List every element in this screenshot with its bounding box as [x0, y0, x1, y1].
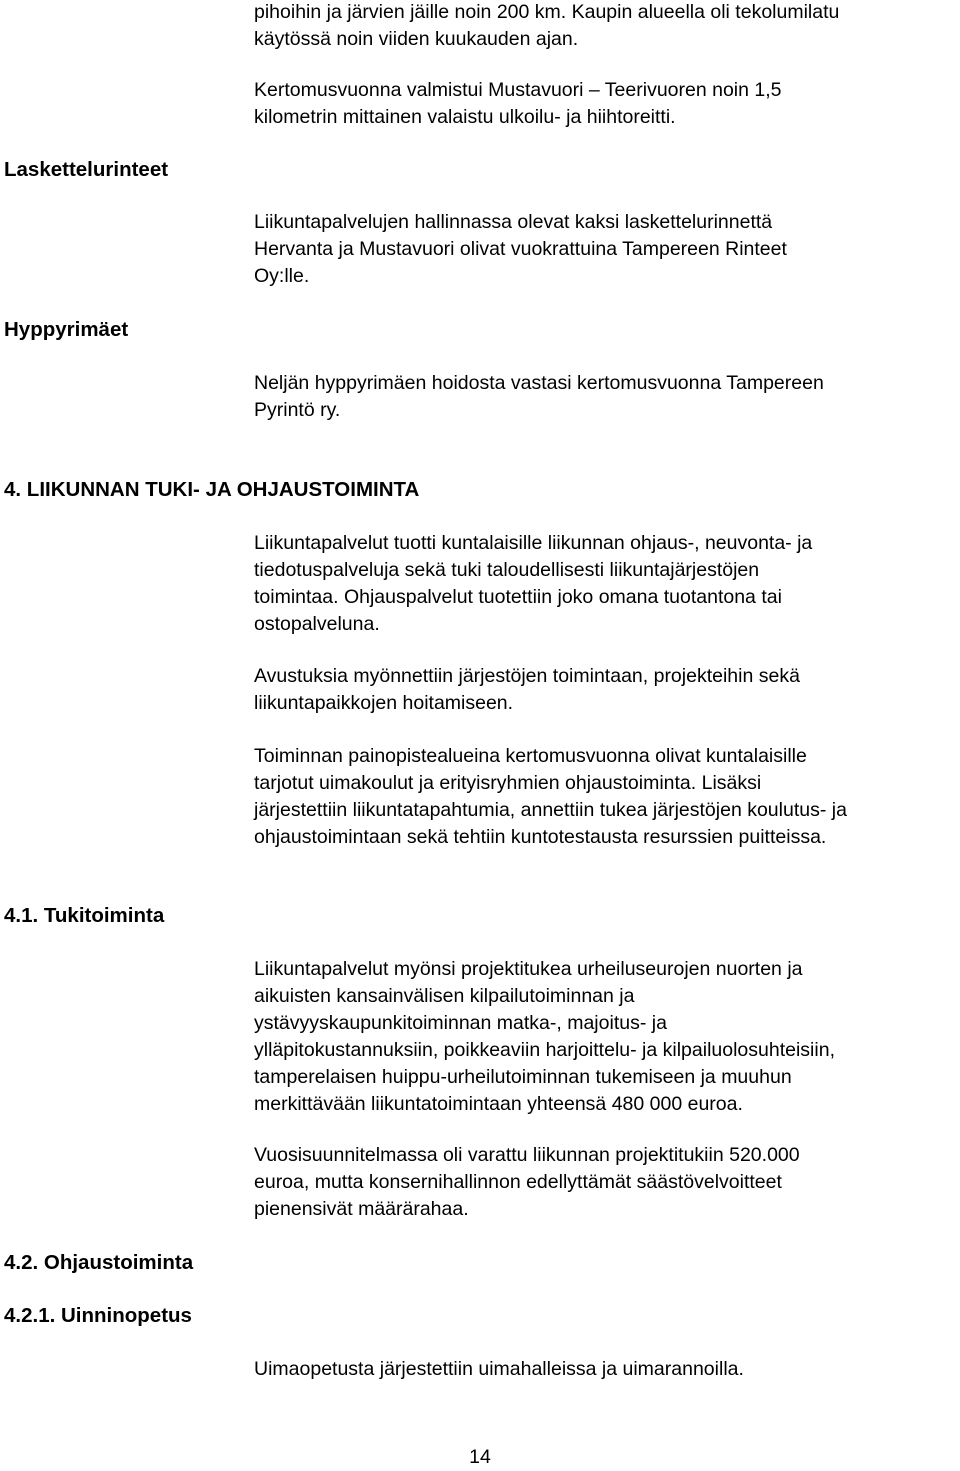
- text-line: liikuntapaikkojen hoitamiseen.: [254, 692, 514, 714]
- text-line: tarjotut uimakoulut ja erityisryhmien ohjaustoiminta. Lisäksi: [254, 772, 762, 794]
- paragraph-hyppyrimaet: [254, 370, 954, 424]
- paragraph-ohjauspalvelut: [254, 530, 954, 638]
- text-line: ystävyyskaupunkitoiminnan matka-, majoitus- ja: [254, 1012, 667, 1034]
- text-line: järjestettiin liikuntatapahtumia, annettiin tukea järjestöjen koulutus- ja: [254, 799, 847, 821]
- paragraph-vuosisuunnitelma: [254, 1142, 954, 1223]
- text-line: kilometrin mittainen valaistu ulkoilu- ja hiihtoreitti.: [254, 106, 676, 128]
- text-line: ohjaustoimintaan sekä tehtiin kuntotestausta resurssien puitteissa.: [254, 826, 827, 848]
- heading-hyppyrimaet: Hyppyrimäet: [4, 318, 129, 341]
- text-line: ylläpitokustannuksiin, poikkeaviin harjoittelu- ja kilpailuolosuhteisiin,: [254, 1039, 835, 1061]
- text-line: merkittävään liikuntatoimintaan yhteensä 480 000 euroa.: [254, 1093, 743, 1115]
- text-line: Neljän hyppyrimäen hoidosta vastasi kertomusvuonna Tampereen: [254, 372, 824, 394]
- heading-4-1-tukitoiminta: 4.1. Tukitoiminta: [4, 904, 165, 927]
- paragraph-kaupin-latu: [254, 0, 954, 53]
- text-line: Liikuntapalvelut myönsi projektitukea urheiluseurojen nuorten ja: [254, 958, 803, 980]
- text-line: toimintaa. Ohjauspalvelut tuotettiin joko omana tuotantona tai: [254, 586, 782, 608]
- paragraph-painopistealueet: [254, 743, 954, 851]
- text-line: käytössä noin viiden kuukauden ajan.: [254, 28, 579, 50]
- heading-laskettelurinteet: Laskettelurinteet: [4, 158, 169, 181]
- text-line: Hervanta ja Mustavuori olivat vuokrattuina Tampereen Rinteet: [254, 238, 787, 260]
- text-line: pienensivät määrärahaa.: [254, 1198, 469, 1220]
- text-line: Kertomusvuonna valmistui Mustavuori – Teerivuoren noin 1,5: [254, 79, 782, 101]
- text-line: Pyrintö ry.: [254, 399, 341, 421]
- text-line: euroa, mutta konsernihallinnon edellyttämät säästövelvoitteet: [254, 1171, 782, 1193]
- paragraph-uimaopetus: [254, 1356, 954, 1383]
- page-number: 14: [469, 1446, 491, 1468]
- text-line: Liikuntapalvelujen hallinnassa olevat kaksi laskettelurinnettä: [254, 211, 773, 233]
- text-line: pihoihin ja järvien jäille noin 200 km. Kaupin alueella oli tekolumilatu: [254, 1, 840, 23]
- text-line: ostopalveluna.: [254, 613, 380, 635]
- text-line: Toiminnan painopistealueina kertomusvuonna olivat kuntalaisille: [254, 745, 807, 767]
- text-line: Oy:lle.: [254, 265, 310, 287]
- text-line: Uimaopetusta järjestettiin uimahalleissa ja uimarannoilla.: [254, 1358, 744, 1380]
- text-line: aikuisten kansainvälisen kilpailutoiminnan ja: [254, 985, 635, 1007]
- text-line: tiedotuspalveluja sekä tuki taloudellisesti liikuntajärjestöjen: [254, 559, 760, 581]
- text-line: tamperelaisen huippu-urheilutoiminnan tukemiseen ja muuhun: [254, 1066, 792, 1088]
- text-line: Avustuksia myönnettiin järjestöjen toimintaan, projekteihin sekä: [254, 665, 800, 687]
- heading-4-2-ohjaustoiminta: 4.2. Ohjaustoiminta: [4, 1251, 194, 1274]
- paragraph-mustavuori-reitti: [254, 77, 954, 131]
- heading-section-4: 4. LIIKUNNAN TUKI- JA OHJAUSTOIMINTA: [4, 478, 420, 501]
- paragraph-projektituki: [254, 956, 954, 1118]
- text-line: Vuosisuunnitelmassa oli varattu liikunnan projektitukiin 520.000: [254, 1144, 800, 1166]
- paragraph-avustukset: [254, 663, 954, 717]
- text-line: Liikuntapalvelut tuotti kuntalaisille liikunnan ohjaus-, neuvonta- ja: [254, 532, 813, 554]
- heading-4-2-1-uinninopetus: 4.2.1. Uinninopetus: [4, 1304, 192, 1327]
- paragraph-laskettelurinteet: [254, 209, 954, 290]
